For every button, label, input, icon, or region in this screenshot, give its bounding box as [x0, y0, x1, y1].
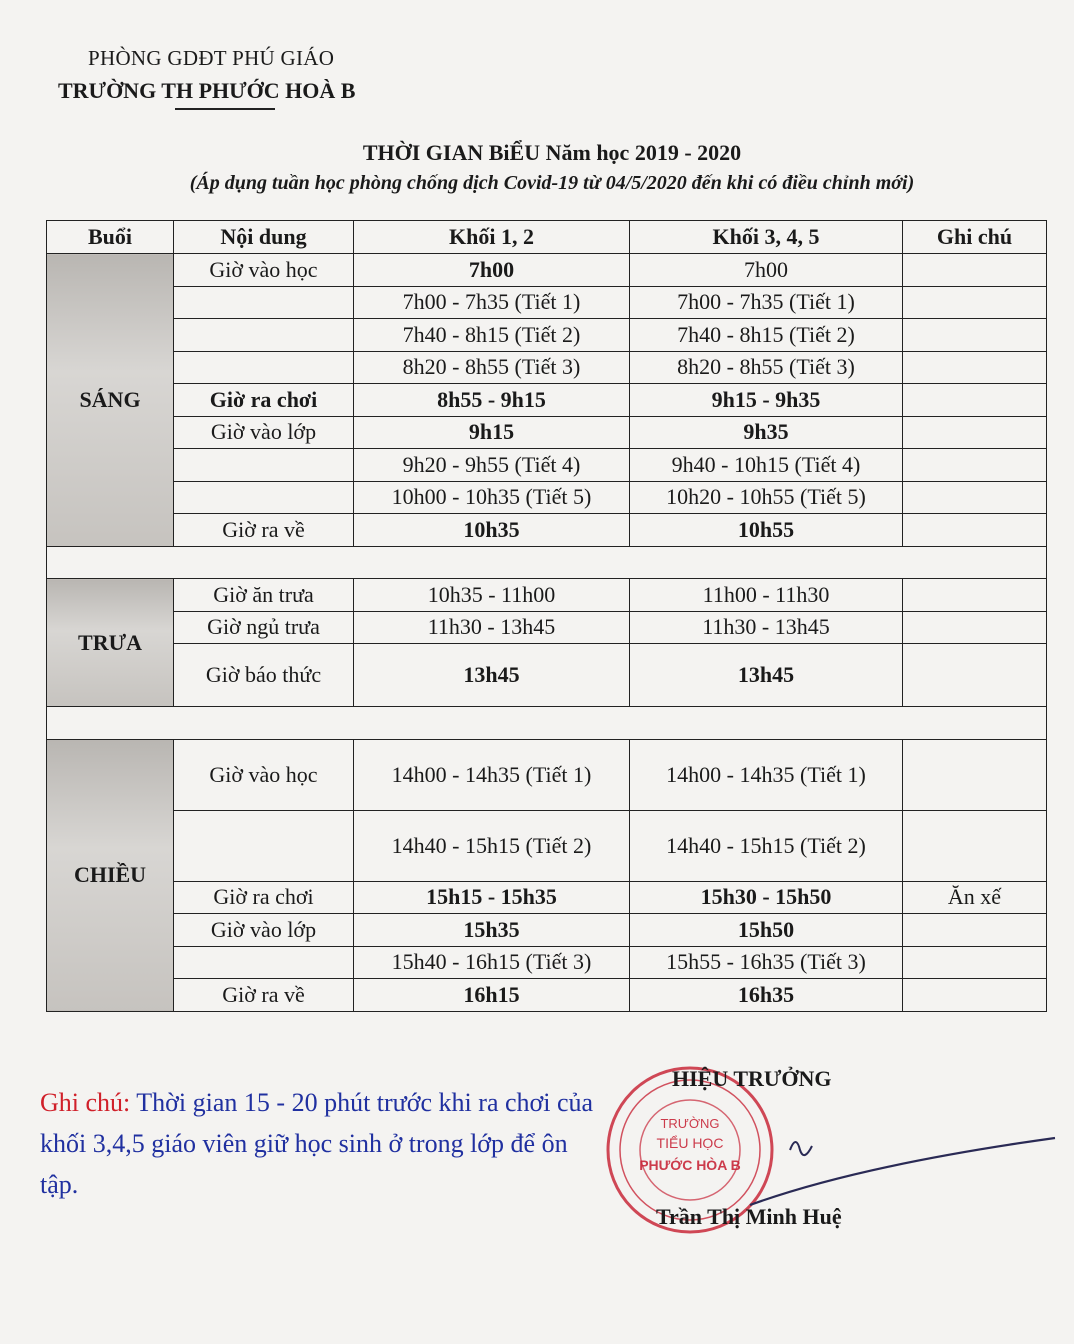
signature-title: HIỆU TRƯỞNG — [672, 1066, 832, 1091]
department-name: PHÒNG GDĐT PHÚ GIÁO — [88, 46, 335, 70]
row-grade-1-2: 14h00 - 14h35 (Tiết 1) — [354, 739, 630, 810]
spacer-cell — [47, 546, 1047, 579]
row-grade-1-2: 10h00 - 10h35 (Tiết 5) — [354, 481, 630, 514]
table-header-row — [47, 221, 1047, 254]
row-content: Giờ ra về — [174, 514, 354, 547]
row-note — [903, 914, 1047, 947]
row-content: Giờ vào lớp — [174, 416, 354, 449]
header-grade-3-4-5: Khối 3, 4, 5 — [630, 221, 903, 254]
session-noon: TRƯA — [47, 579, 174, 707]
row-grade-1-2: 8h55 - 9h15 — [354, 384, 630, 417]
row-note — [903, 384, 1047, 417]
row-grade-1-2: 16h15 — [354, 979, 630, 1012]
row-note — [903, 979, 1047, 1012]
row-note — [903, 481, 1047, 514]
row-content — [174, 319, 354, 352]
row-content — [174, 810, 354, 881]
row-content: Giờ ra chơi — [174, 881, 354, 914]
row-content: Giờ ra về — [174, 979, 354, 1012]
school-name: TRƯỜNG TH PHƯỚC HOÀ B — [58, 78, 356, 103]
row-grade-3-4-5: 14h40 - 15h15 (Tiết 2) — [630, 810, 903, 881]
session-afternoon: CHIỀU — [47, 739, 174, 1011]
row-grade-3-4-5: 14h00 - 14h35 (Tiết 1) — [630, 739, 903, 810]
row-grade-3-4-5: 7h00 - 7h35 (Tiết 1) — [630, 286, 903, 319]
signature-name: Trần Thị Minh Huệ — [656, 1204, 842, 1229]
row-content — [174, 449, 354, 482]
row-grade-1-2: 9h20 - 9h55 (Tiết 4) — [354, 449, 630, 482]
header-grade-1-2: Khối 1, 2 — [354, 221, 630, 254]
row-note — [903, 286, 1047, 319]
row-content: Giờ ra chơi — [174, 384, 354, 417]
table-row — [47, 254, 1047, 287]
spacer-row — [47, 546, 1047, 579]
row-note — [903, 946, 1047, 979]
row-grade-3-4-5: 10h20 - 10h55 (Tiết 5) — [630, 481, 903, 514]
row-note — [903, 644, 1047, 707]
row-grade-1-2: 13h45 — [354, 644, 630, 707]
row-grade-3-4-5: 11h00 - 11h30 — [630, 579, 903, 612]
stamp-line-2: TIỂU HỌC — [656, 1135, 724, 1151]
stamp-line-3: PHƯỚC HÒA B — [639, 1157, 741, 1173]
row-note — [903, 351, 1047, 384]
row-content: Giờ vào lớp — [174, 914, 354, 947]
table-row — [47, 914, 1047, 947]
header-content: Nội dung — [174, 221, 354, 254]
header-session: Buổi — [47, 221, 174, 254]
footnote — [40, 1082, 600, 1205]
row-note: Ăn xế — [903, 881, 1047, 914]
row-grade-1-2: 15h15 - 15h35 — [354, 881, 630, 914]
table-row — [47, 644, 1047, 707]
row-note — [903, 810, 1047, 881]
table-row — [47, 319, 1047, 352]
row-content — [174, 286, 354, 319]
table-row — [47, 416, 1047, 449]
row-note — [903, 611, 1047, 644]
row-grade-3-4-5: 13h45 — [630, 644, 903, 707]
document-title: THỜI GIAN BiỂU Năm học 2019 - 2020 — [362, 140, 742, 165]
row-grade-1-2: 15h35 — [354, 914, 630, 947]
row-note — [903, 416, 1047, 449]
header-underline — [175, 108, 275, 110]
schedule-table — [46, 220, 1047, 1012]
table-row — [47, 739, 1047, 810]
row-content: Giờ ăn trưa — [174, 579, 354, 612]
row-note — [903, 514, 1047, 547]
row-grade-1-2: 7h40 - 8h15 (Tiết 2) — [354, 319, 630, 352]
row-grade-1-2: 10h35 - 11h00 — [354, 579, 630, 612]
header-note: Ghi chú — [903, 221, 1047, 254]
table-row — [47, 810, 1047, 881]
row-grade-3-4-5: 8h20 - 8h55 (Tiết 3) — [630, 351, 903, 384]
row-content — [174, 481, 354, 514]
row-note — [903, 449, 1047, 482]
table-row — [47, 351, 1047, 384]
row-grade-1-2: 9h15 — [354, 416, 630, 449]
row-grade-3-4-5: 15h50 — [630, 914, 903, 947]
row-content: Giờ ngủ trưa — [174, 611, 354, 644]
document-subtitle: (Áp dụng tuần học phòng chống dịch Covid-19 từ 04/5/2020 đến khi có điều chỉnh mới) — [189, 172, 915, 194]
footnote-text: Thời gian 15 - 20 phút trước khi ra chơi của khối 3,4,5 giáo viên giữ học sinh ở trong lớp để ôn tập. — [40, 1088, 594, 1199]
row-note — [903, 254, 1047, 287]
row-grade-1-2: 14h40 - 15h15 (Tiết 2) — [354, 810, 630, 881]
row-grade-3-4-5: 15h55 - 16h35 (Tiết 3) — [630, 946, 903, 979]
row-grade-3-4-5: 9h15 - 9h35 — [630, 384, 903, 417]
table-row — [47, 514, 1047, 547]
row-content: Giờ vào học — [174, 739, 354, 810]
row-grade-1-2: 11h30 - 13h45 — [354, 611, 630, 644]
row-note — [903, 739, 1047, 810]
row-grade-3-4-5: 10h55 — [630, 514, 903, 547]
row-grade-3-4-5: 15h30 - 15h50 — [630, 881, 903, 914]
table-row — [47, 449, 1047, 482]
row-grade-1-2: 8h20 - 8h55 (Tiết 3) — [354, 351, 630, 384]
row-grade-3-4-5: 7h40 - 8h15 (Tiết 2) — [630, 319, 903, 352]
row-grade-3-4-5: 9h35 — [630, 416, 903, 449]
row-grade-3-4-5: 9h40 - 10h15 (Tiết 4) — [630, 449, 903, 482]
table-row — [47, 611, 1047, 644]
spacer-row — [47, 707, 1047, 740]
row-note — [903, 579, 1047, 612]
table-row — [47, 481, 1047, 514]
row-note — [903, 319, 1047, 352]
table-row — [47, 579, 1047, 612]
row-grade-1-2: 7h00 — [354, 254, 630, 287]
row-content — [174, 351, 354, 384]
table-row — [47, 384, 1047, 417]
row-grade-1-2: 10h35 — [354, 514, 630, 547]
stamp-line-1: TRƯỜNG — [660, 1116, 720, 1131]
footnote-label: Ghi chú: — [40, 1088, 131, 1117]
row-grade-3-4-5: 7h00 — [630, 254, 903, 287]
row-grade-1-2: 7h00 - 7h35 (Tiết 1) — [354, 286, 630, 319]
table-row — [47, 286, 1047, 319]
row-content — [174, 946, 354, 979]
spacer-cell — [47, 707, 1047, 740]
row-grade-3-4-5: 16h35 — [630, 979, 903, 1012]
table-row — [47, 946, 1047, 979]
table-row — [47, 979, 1047, 1012]
session-morning: SÁNG — [47, 254, 174, 547]
row-content: Giờ vào học — [174, 254, 354, 287]
row-content: Giờ báo thức — [174, 644, 354, 707]
row-grade-3-4-5: 11h30 - 13h45 — [630, 611, 903, 644]
row-grade-1-2: 15h40 - 16h15 (Tiết 3) — [354, 946, 630, 979]
table-row — [47, 881, 1047, 914]
